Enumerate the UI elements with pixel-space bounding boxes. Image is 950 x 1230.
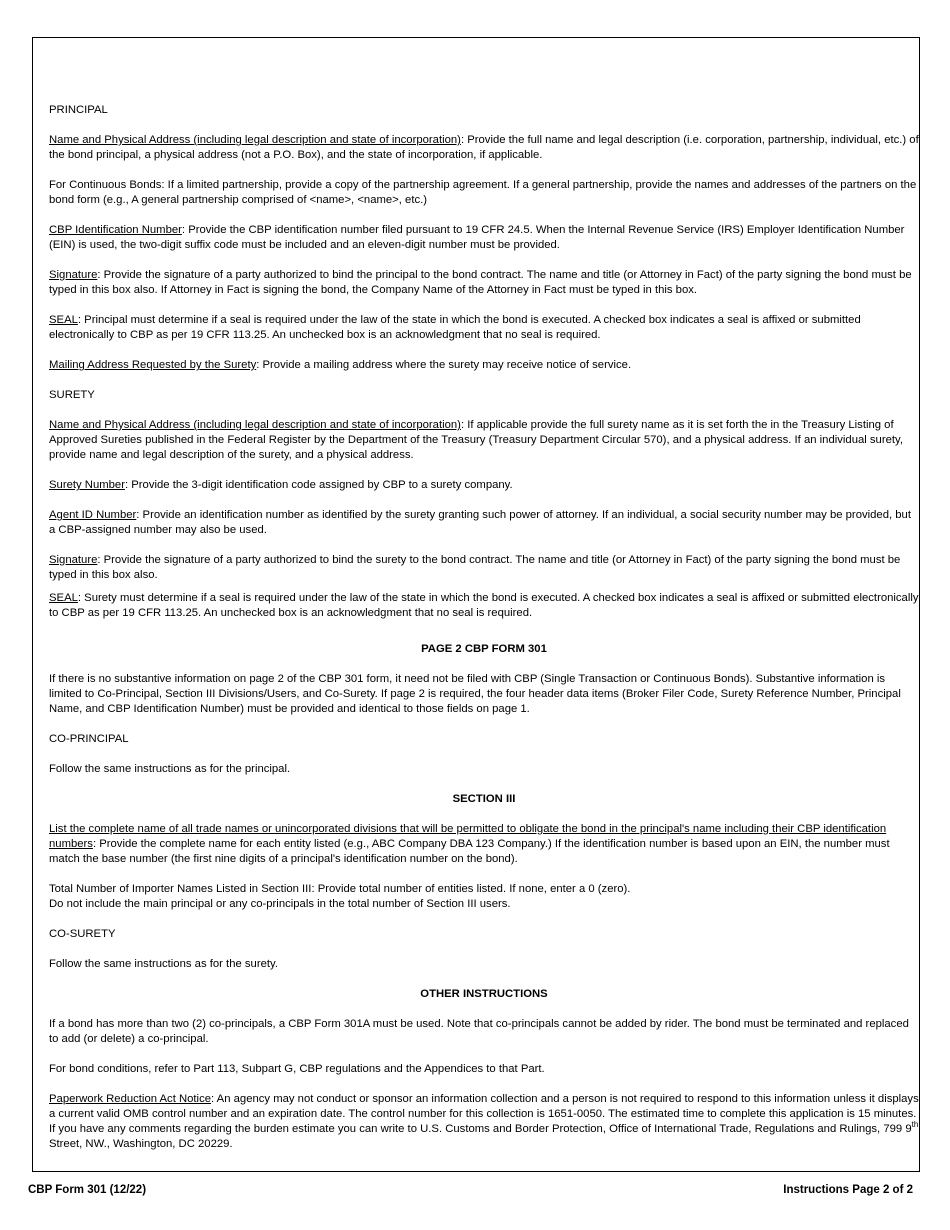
surety-agent-label: Agent ID Number [49, 509, 137, 521]
surety-agent-text: : Provide an identification number as identified by the surety granting such power of attorney. If an individual, a social security number may be provided, but a CBP-assigned number may also be used. [49, 509, 911, 536]
pra-notice-superscript: th [911, 1120, 919, 1130]
pra-notice-text: : An agency may not conduct or sponsor an information collection and a person is not required to respond to this information unless it displays a current valid OMB control number and an expiration date. The control number for this collection is 1651-0050. The estimated time to complete this application is 15 minutes. If you have any comments regarding the burden estimate you can write to U.S. Customs and Border Protection, Office of International Trade, Regulations and Rulings, 799 9 [49, 1093, 919, 1135]
pra-notice-paragraph [49, 1092, 919, 1152]
principal-signature-label: Signature [49, 269, 98, 281]
surety-name-text: : If applicable provide the full surety name as it is set forth the in the Treasury Listing of Approved Sureties published in the Federal Register by the Department of the Treasury (Treasury Department Circular 570), and a physical address. If an individual surety, provide name and legal description of the surety, and a physical address. [49, 419, 903, 461]
form-number-footer: CBP Form 301 (12/22) [28, 1184, 147, 1196]
principal-signature-paragraph [49, 268, 919, 298]
coprincipal-heading: CO-PRINCIPAL [49, 733, 129, 745]
principal-name-text: : Provide the full name and legal description (i.e. corporation, partnership, individual, etc.) of the bond principal, a physical address (not a P.O. Box), and the state of incorporation, if applicable. [49, 134, 919, 161]
principal-seal-label: SEAL [49, 314, 78, 326]
surety-number-text: : Provide the 3-digit identification code assigned by CBP to a surety company. [124, 479, 513, 491]
section3-list-label: List the complete name of all trade names or unincorporated divisions that will be permitted to obligate the bond in the principal's name including their CBP identification numbers [49, 823, 887, 850]
coprincipal-text: Follow the same instructions as for the principal. [49, 763, 291, 775]
principal-mailing-paragraph [49, 358, 919, 373]
section3-total-paragraph [49, 882, 919, 912]
other-instructions-heading: OTHER INSTRUCTIONS [420, 988, 548, 1000]
other-conditions-paragraph: For bond conditions, refer to Part 113, Subpart G, CBP regulations and the Appendices to that Part. [49, 1063, 545, 1075]
instructions-body [49, 103, 919, 1167]
surety-agent-paragraph [49, 508, 919, 538]
principal-continuous-paragraph: For Continuous Bonds: If a limited partnership, provide a copy of the partnership agreement. If a general partnership, provide the names and addresses of the partners on the bond form (e.g., A general partnership comprised of <name>, <name>, etc.) [49, 179, 917, 206]
surety-number-label: Surety Number [49, 479, 125, 491]
principal-name-label: Name and Physical Address (including legal description and state of incorporation) [49, 134, 461, 146]
cosurety-heading: CO-SURETY [49, 928, 116, 940]
surety-seal-label: SEAL [49, 592, 78, 604]
other-coprincipals-paragraph: If a bond has more than two (2) co-principals, a CBP Form 301A must be used. Note that co-principals cannot be added by rider. The bond must be terminated and replaced to add (or delete) a co-principal. [49, 1018, 909, 1045]
pra-notice-tail: Street, NW., Washington, DC 20229. [49, 1138, 233, 1150]
principal-signature-text: : Provide the signature of a party authorized to bind the principal to the bond contract. The name and title (or Attorney in Fact) of the party signing the bond must be typed in this box also. If Attorney in Fact is signing the bond, the Company Name of the Attorney in Fact must be typed in this box. [49, 269, 912, 296]
section3-list-text: : Provide the complete name for each entity listed (e.g., ABC Company DBA 123 Company.) If the identification number is based upon an EIN, the number must match the base number (the first nine digits of a principal's identification number on the bond). [49, 838, 890, 865]
principal-heading: PRINCIPAL [49, 104, 108, 116]
principal-cbp-id-paragraph [49, 223, 919, 253]
surety-name-label: Name and Physical Address (including legal description and state of incorporation) [49, 419, 461, 431]
section3-total-line1: Total Number of Importer Names Listed in Section III: Provide total number of entities listed. If none, enter a 0 (zero). [49, 883, 631, 895]
surety-seal-paragraph [49, 591, 919, 621]
principal-name-paragraph [49, 133, 919, 163]
surety-seal-text: : Surety must determine if a seal is required under the law of the state in which the bond is executed. A checked box indicates a seal is affixed or submitted electronically to CBP as per 19 CFR 113.25. An unchecked box is an acknowledgment that no seal is required. [49, 592, 919, 619]
principal-seal-text: : Principal must determine if a seal is required under the law of the state in which the bond is executed. A checked box indicates a seal is affixed or submitted electronically to CBP as per 19 CFR 113.25. An unchecked box is an acknowledgment that no seal is required. [49, 314, 861, 341]
surety-signature-label: Signature [49, 554, 98, 566]
pra-notice-label: Paperwork Reduction Act Notice [49, 1093, 212, 1105]
page2-intro-paragraph: If there is no substantive information on page 2 of the CBP 301 form, it need not be filed with CBP (Single Transaction or Continuous Bonds). Substantive information is limited to Co-Principal, Section III Divisions/Users, and Co-Surety. If page 2 is required, the four header data items (Broker Filer Code, Surety Reference Number, Principal Name, and CBP Identification Number) must be provided and identical to those fields on page 1. [49, 673, 901, 715]
section3-total-line2: Do not include the main principal or any co-principals in the total number of Section III users. [49, 898, 511, 910]
surety-heading: SURETY [49, 389, 95, 401]
principal-cbp-id-label: CBP Identification Number [49, 224, 182, 236]
cosurety-text: Follow the same instructions as for the surety. [49, 958, 278, 970]
page2-heading: PAGE 2 CBP FORM 301 [421, 643, 547, 655]
surety-name-paragraph [49, 418, 919, 463]
surety-signature-text: : Provide the signature of a party authorized to bind the surety to the bond contract. The name and title (or Attorney in Fact) of the party signing the bond must be typed in this box also. [49, 554, 901, 581]
surety-number-paragraph [49, 478, 919, 493]
principal-mailing-label: Mailing Address Requested by the Surety [49, 359, 257, 371]
principal-cbp-id-text: : Provide the CBP identification number filed pursuant to 19 CFR 24.5. When the Internal Revenue Service (IRS) Employer Identification Number (EIN) is used, the two-digit suffix code must be included and an eleven-digit number must be provided. [49, 224, 905, 251]
section3-heading: SECTION III [452, 793, 516, 805]
principal-mailing-text: : Provide a mailing address where the surety may receive notice of service. [256, 359, 632, 371]
page-number-footer: Instructions Page 2 of 2 [783, 1184, 913, 1196]
section3-list-paragraph [49, 822, 919, 867]
surety-signature-paragraph [49, 553, 919, 583]
principal-seal-paragraph [49, 313, 919, 343]
